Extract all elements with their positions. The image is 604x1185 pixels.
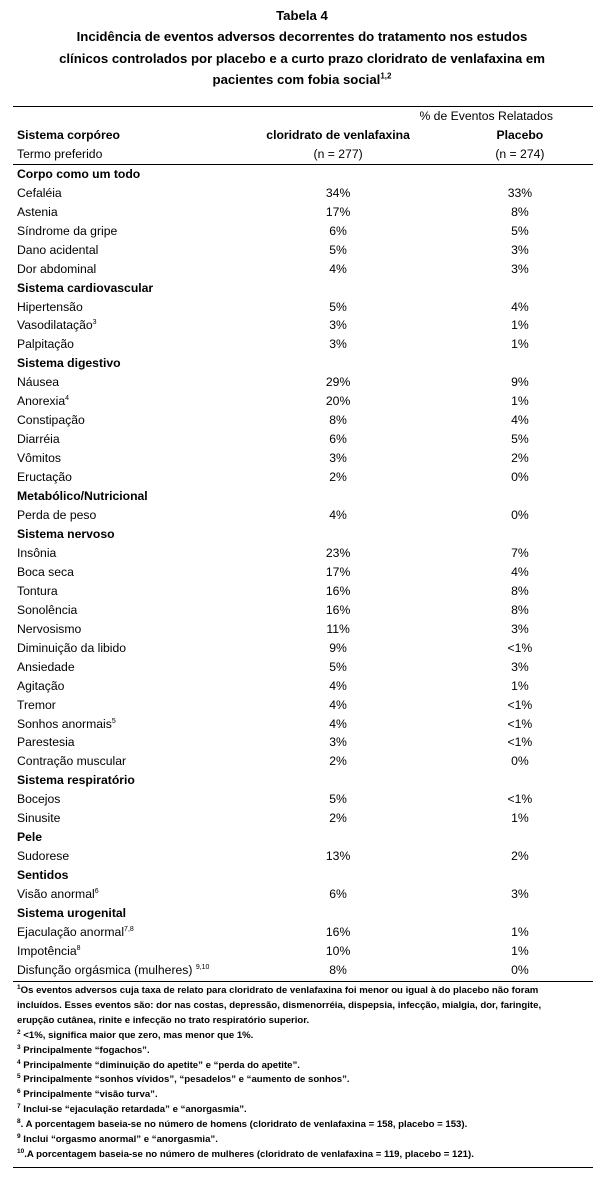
drug-value: 20%: [325, 394, 351, 409]
table-row: [13, 184, 593, 203]
footnote-mark: 8: [17, 1117, 21, 1125]
drug-value: 17%: [325, 564, 351, 579]
footnote-line: [17, 1133, 589, 1148]
placebo-value: 3%: [511, 659, 529, 674]
adverse-events-table: [13, 106, 593, 980]
term-name: Disfunção orgásmica (mulheres): [17, 962, 196, 977]
system-row: [13, 771, 593, 790]
table-row: [13, 260, 593, 279]
term-header: Termo preferido: [13, 145, 229, 164]
footnotes: [13, 981, 593, 1168]
term-cell: [13, 582, 229, 601]
placebo-value: 5%: [511, 432, 529, 447]
term-name: Agitação: [17, 678, 65, 693]
term-name: Bocejos: [17, 792, 61, 807]
table-row: [13, 203, 593, 222]
footnote-mark: 6: [17, 1088, 21, 1096]
placebo-value: 8%: [511, 602, 529, 617]
term-footnote-mark: 3: [92, 319, 97, 327]
term-cell: [13, 752, 229, 771]
system-name: Sistema cardiovascular: [17, 280, 154, 295]
term-name: Boca seca: [17, 564, 74, 579]
header-row-n: [13, 145, 593, 164]
footnote-text: .A porcentagem baseia-se no número de mulheres (cloridrato de venlafaxina = 119, placebo = 121).: [24, 1148, 474, 1160]
table-row: [13, 923, 593, 942]
table-row: [13, 373, 593, 392]
term-name: Náusea: [17, 375, 60, 390]
table-row: [13, 449, 593, 468]
footnote-line: [17, 1029, 589, 1044]
term-name: Sonolência: [17, 602, 78, 617]
placebo-value: 1%: [511, 337, 529, 352]
system-name: Sentidos: [17, 868, 69, 883]
term-name: Anorexia: [17, 394, 66, 409]
placebo-value: 2%: [511, 451, 529, 466]
term-name: Hipertensão: [17, 299, 83, 314]
drug-value: 6%: [329, 887, 347, 902]
drug-value: 3%: [329, 337, 347, 352]
placebo-value: 3%: [511, 887, 529, 902]
system-row: [13, 487, 593, 506]
drug-value: 5%: [329, 659, 347, 674]
drug-value: 4%: [329, 697, 347, 712]
footnote-text: Principalmente “sonhos vívidos”, “pesadelos” e “aumento de sonhos”.: [20, 1074, 350, 1086]
table-row: [13, 639, 593, 658]
placebo-value: 1%: [511, 924, 529, 939]
term-name: Vasodilatação: [17, 318, 93, 333]
table-body: [13, 107, 593, 980]
footnote-mark: 9: [17, 1132, 21, 1140]
system-name: Sistema nervoso: [17, 526, 115, 541]
table-row: [13, 733, 593, 752]
term-cell: [13, 373, 229, 392]
term-name: Dor abdominal: [17, 261, 97, 276]
table-title-line-2: clínicos controlados por placebo e a curto prazo cloridrato de venlafaxina em: [59, 50, 545, 66]
term-cell: [13, 961, 229, 980]
placebo-value: 3%: [511, 621, 529, 636]
table-row: [13, 620, 593, 639]
system-row: [13, 904, 593, 923]
term-cell: [13, 847, 229, 866]
footnote-line: [17, 1118, 589, 1133]
placebo-value: <1%: [507, 735, 533, 750]
drug-value: 6%: [329, 432, 347, 447]
drug-value: 8%: [329, 962, 347, 977]
drug-value: 3%: [329, 318, 347, 333]
placebo-value: <1%: [507, 792, 533, 807]
placebo-value: <1%: [507, 697, 533, 712]
term-name: Nervosismo: [17, 621, 82, 636]
term-name: Sudorese: [17, 849, 70, 864]
pct-header: % de Eventos Relatados: [229, 107, 593, 126]
drug-value: 3%: [329, 451, 347, 466]
term-cell: [13, 601, 229, 620]
header-cell-empty: [13, 107, 229, 126]
placebo-value: 4%: [511, 413, 529, 428]
drug-value: 4%: [329, 508, 347, 523]
footnote-mark: 2: [17, 1028, 21, 1036]
drug-value: 5%: [329, 792, 347, 807]
system-name: Corpo como um todo: [17, 166, 141, 181]
placebo-value: 4%: [511, 564, 529, 579]
table-row: [13, 392, 593, 411]
table-header: [0, 6, 604, 91]
term-cell: [13, 696, 229, 715]
drug-value: 13%: [325, 849, 351, 864]
term-cell: [13, 222, 229, 241]
term-cell: [13, 468, 229, 487]
term-name: Sinusite: [17, 811, 61, 826]
drug-value: 8%: [329, 413, 347, 428]
placebo-value: 1%: [511, 394, 529, 409]
footnote-line: [17, 999, 589, 1014]
placebo-value: 0%: [511, 754, 529, 769]
table-row: [13, 809, 593, 828]
table-number: Tabela 4: [276, 8, 328, 23]
term-cell: [13, 639, 229, 658]
drug-value: 2%: [329, 470, 347, 485]
placebo-value: 3%: [511, 242, 529, 257]
table-row: [13, 241, 593, 260]
footnote-line: [17, 1044, 589, 1059]
footnote-line: [17, 1014, 589, 1029]
table-row: [13, 411, 593, 430]
footnote-mark: 7: [17, 1103, 21, 1111]
term-cell: [13, 298, 229, 317]
placebo-value: 4%: [511, 299, 529, 314]
table-row: [13, 658, 593, 677]
system-row: [13, 164, 593, 183]
table-row: [13, 544, 593, 563]
footnote-text: <1%, significa maior que zero, mas menor que 1%.: [20, 1029, 254, 1041]
footnote-text: Os eventos adversos cuja taxa de relato para cloridrato de venlafaxina foi menor ou igual à do placebo não foram: [20, 985, 539, 996]
table-row: [13, 961, 593, 980]
footnote-text: Inclui-se “ejaculação retardada” e “anorgasmia”.: [20, 1104, 247, 1116]
footnote-text: erupção cutânea, rinite e infecção no trato respiratório superior.: [17, 1014, 310, 1026]
term-cell: [13, 184, 229, 203]
table-row: [13, 582, 593, 601]
system-row: [13, 525, 593, 544]
table-row: [13, 468, 593, 487]
term-cell: [13, 885, 229, 904]
term-footnote-mark: 6: [94, 888, 99, 896]
drug-value: 29%: [325, 375, 351, 390]
system-row: [13, 279, 593, 298]
table-row: [13, 563, 593, 582]
table-row: [13, 601, 593, 620]
table-title-line-3: [0, 69, 604, 91]
term-cell: [13, 677, 229, 696]
term-name: Palpitação: [17, 337, 74, 352]
term-name: Perda de peso: [17, 508, 97, 523]
footnote-line: [17, 1148, 589, 1163]
table-row: [13, 335, 593, 354]
term-footnote-mark: 4: [65, 395, 70, 403]
term-name: Eructação: [17, 470, 72, 485]
placebo-value: 5%: [511, 223, 529, 238]
drug-value: 4%: [329, 261, 347, 276]
drug-value: 10%: [325, 943, 351, 958]
table-title-superscript: 1,2: [380, 71, 392, 81]
term-cell: [13, 809, 229, 828]
term-name: Ansiedade: [17, 659, 75, 674]
footnote-text: Principalmente “visão turva”.: [20, 1089, 158, 1101]
footnote-text: . A porcentagem baseia-se no número de homens (cloridrato de venlafaxina = 158, placebo = 153).: [20, 1119, 468, 1131]
table-row: [13, 790, 593, 809]
table-row: [13, 222, 593, 241]
term-cell: [13, 392, 229, 411]
term-cell: [13, 430, 229, 449]
footnote-mark: 3: [17, 1043, 21, 1051]
term-cell: [13, 335, 229, 354]
drug-value: 16%: [325, 583, 351, 598]
term-name: Vômitos: [17, 451, 62, 466]
placebo-value: 0%: [511, 470, 529, 485]
term-name: Dano acidental: [17, 242, 99, 257]
term-name: Visão anormal: [17, 887, 95, 902]
placebo-value: 2%: [511, 849, 529, 864]
drug-header: cloridrato de venlafaxina: [266, 127, 410, 142]
term-footnote-mark: 5: [111, 717, 116, 725]
term-name: Constipação: [17, 413, 85, 428]
placebo-header: Placebo: [496, 127, 544, 142]
system-row: [13, 828, 593, 847]
drug-n: (n = 277): [229, 145, 442, 164]
term-cell: [13, 563, 229, 582]
footnote-text: Principalmente “fogachos”.: [20, 1044, 150, 1056]
footnote-line: [17, 1073, 589, 1088]
drug-value: 4%: [329, 678, 347, 693]
placebo-value: <1%: [507, 716, 533, 731]
term-name: Sonhos anormais: [17, 716, 112, 731]
term-footnote-mark: 8: [76, 944, 81, 952]
table-row: [13, 847, 593, 866]
system-name: Metabólico/Nutricional: [17, 489, 148, 504]
term-name: Contração muscular: [17, 754, 127, 769]
term-cell: [13, 241, 229, 260]
system-name: Pele: [17, 830, 43, 845]
footnote-line: [17, 984, 589, 999]
term-footnote-mark: 9,10: [195, 963, 210, 971]
drug-value: 23%: [325, 545, 351, 560]
table-row: [13, 430, 593, 449]
system-name: Sistema respiratório: [17, 773, 135, 788]
drug-value: 5%: [329, 299, 347, 314]
term-name: Diminuição da libido: [17, 640, 127, 655]
term-cell: [13, 203, 229, 222]
system-row: [13, 866, 593, 885]
placebo-n: (n = 274): [443, 145, 593, 164]
term-name: Tremor: [17, 697, 56, 712]
term-name: Astenia: [17, 204, 58, 219]
term-cell: [13, 923, 229, 942]
term-cell: [13, 942, 229, 961]
drug-value: 16%: [325, 924, 351, 939]
placebo-value: 0%: [511, 962, 529, 977]
table-title-line-1: Incidência de eventos adversos decorrentes do tratamento nos estudos: [76, 29, 528, 44]
placebo-value: 3%: [511, 261, 529, 276]
placebo-value: 8%: [511, 204, 529, 219]
placebo-value: <1%: [507, 640, 533, 655]
drug-value: 6%: [329, 223, 347, 238]
table-row: [13, 752, 593, 771]
system-row: [13, 354, 593, 373]
placebo-value: 7%: [511, 545, 529, 560]
placebo-value: 1%: [511, 318, 529, 333]
term-name: Insônia: [17, 545, 57, 560]
drug-value: 34%: [325, 185, 351, 200]
drug-value: 2%: [329, 811, 347, 826]
drug-value: 16%: [325, 602, 351, 617]
table-row: [13, 677, 593, 696]
term-cell: [13, 733, 229, 752]
footnote-mark: 10: [17, 1147, 25, 1155]
drug-value: 2%: [329, 754, 347, 769]
term-name: Tontura: [17, 583, 58, 598]
system-name: Sistema urogenital: [17, 906, 127, 921]
drug-value: 11%: [326, 621, 350, 636]
term-name: Diarréia: [17, 432, 60, 447]
placebo-value: 8%: [511, 583, 529, 598]
table-row: [13, 316, 593, 335]
term-name: Impotência: [17, 943, 77, 958]
placebo-value: 0%: [511, 508, 529, 523]
footnote-mark: 1: [17, 983, 21, 991]
placebo-value: 9%: [511, 375, 529, 390]
system-header: Sistema corpóreo: [17, 127, 120, 142]
term-cell: [13, 544, 229, 563]
term-cell: [13, 506, 229, 525]
footnote-mark: 5: [17, 1073, 21, 1081]
placebo-value: 1%: [511, 811, 529, 826]
footnote-mark: 4: [17, 1058, 21, 1066]
drug-value: 4%: [329, 716, 347, 731]
term-name: Cefaléia: [17, 185, 62, 200]
placebo-value: 1%: [511, 678, 529, 693]
drug-value: 3%: [329, 735, 347, 750]
table-row: [13, 885, 593, 904]
term-cell: [13, 316, 229, 335]
table-row: [13, 942, 593, 961]
term-name: Ejaculação anormal: [17, 924, 125, 939]
table-row: [13, 715, 593, 734]
term-cell: [13, 790, 229, 809]
table-title-line-3-text: pacientes com fobia social: [212, 72, 381, 87]
placebo-value: 33%: [507, 185, 533, 200]
term-cell: [13, 411, 229, 430]
table-row: [13, 696, 593, 715]
footnote-line: [17, 1088, 589, 1103]
term-name: Síndrome da gripe: [17, 223, 118, 238]
term-name: Parestesia: [17, 735, 75, 750]
header-row-columns: [13, 126, 593, 145]
table-row: [13, 298, 593, 317]
placebo-value: 1%: [511, 943, 529, 958]
drug-value: 17%: [325, 204, 351, 219]
header-row-percent: [13, 107, 593, 126]
term-cell: [13, 449, 229, 468]
term-cell: [13, 658, 229, 677]
term-cell: [13, 260, 229, 279]
table-row: [13, 506, 593, 525]
term-cell: [13, 620, 229, 639]
footnote-text: incluídos. Esses eventos são: dor nas costas, depressão, dismenorréia, dispepsia, infecção, mialgia, dor, faringite,: [17, 999, 542, 1011]
footnote-text: Inclui “orgasmo anormal” e “anorgasmia”.: [20, 1134, 218, 1146]
system-name: Sistema digestivo: [17, 356, 121, 371]
footnote-text: Principalmente “diminuição do apetite” e “perda do apetite”.: [20, 1059, 300, 1071]
term-cell: [13, 715, 229, 734]
footnote-line: [17, 1103, 589, 1118]
drug-value: 9%: [329, 640, 347, 655]
drug-value: 5%: [329, 242, 347, 257]
footnote-line: [17, 1059, 589, 1074]
term-footnote-mark: 7,8: [124, 925, 134, 933]
